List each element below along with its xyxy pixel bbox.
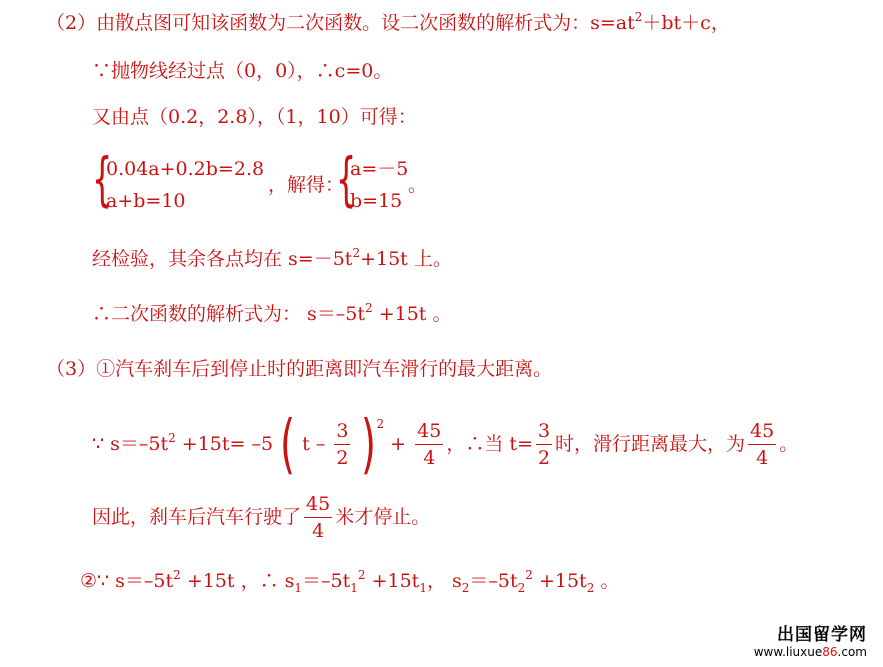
solve-label: ，解得： bbox=[268, 174, 345, 196]
watermark-title: 出国留学网 bbox=[777, 625, 867, 645]
fraction-3-2: $\frac{3}{2}$ bbox=[336, 420, 349, 469]
fraction-t-value: $\frac{3}{2}$ bbox=[537, 420, 551, 469]
section2-line2: ∵抛物线经过点（0，0），∴c=0。 bbox=[92, 60, 393, 82]
section2-line3: 又由点（0.2，2.8），（1，10）可得： bbox=[92, 106, 417, 128]
section2-line5: 经检验，其余各点均在 $s=-5t^2+15t$ 上。 bbox=[92, 246, 452, 270]
section3-line2: ∵ $s=-5t^2 +15t= -5$ ( t – $\frac{3}{2}$ )$^2$ + $\frac{45}{4}$ ，∴当 t= $\frac{3}{2}$ 时，滑行距离最大，为 $\frac{45}{4}$ 。 bbox=[92, 408, 799, 482]
section3-line4: ②∵ $s=-5t^2 +15t$ ，∴ $s_1=-5t_1^2 +15t_1$， $s_2=-5t_2^2 +15t_2$ 。 bbox=[80, 568, 620, 595]
section3-line3: 因此，刹车后汽车行驶了 $\frac{45}{4}$ 米才停止。 bbox=[92, 493, 431, 542]
site-watermark bbox=[754, 620, 867, 659]
left-brace: { bbox=[92, 145, 113, 213]
section2-line1: （2）由散点图可知该函数为二次函数。设二次函数的解析式为：$s=at^2+bt+c$， bbox=[46, 10, 730, 34]
section2-line6: ∴二次函数的解析式为： $s=-5t^2 +15t$ 。 bbox=[92, 301, 452, 325]
fraction-max-distance: $\frac{45}{4}$ bbox=[750, 420, 775, 469]
right-paren: ) bbox=[360, 408, 376, 482]
fraction-45-4: $\frac{45}{4}$ bbox=[417, 420, 442, 469]
solution-b: b=15 bbox=[350, 190, 403, 212]
system-end: 。 bbox=[408, 174, 428, 196]
system-eq1: 0.04a+0.2b=2.8 bbox=[106, 158, 265, 180]
left-paren: ( bbox=[280, 408, 296, 482]
solution-a: a=－5 bbox=[350, 158, 409, 180]
watermark-url: www.liuxue86.com bbox=[753, 645, 867, 659]
right-brace: { bbox=[336, 145, 357, 213]
equation-system bbox=[92, 145, 472, 218]
section3-line1: （3）①汽车刹车后到停止时的距离即汽车滑行的最大距离。 bbox=[46, 358, 553, 380]
fraction-stop-distance: $\frac{45}{4}$ bbox=[306, 493, 331, 542]
system-eq2: a+b=10 bbox=[106, 190, 186, 212]
